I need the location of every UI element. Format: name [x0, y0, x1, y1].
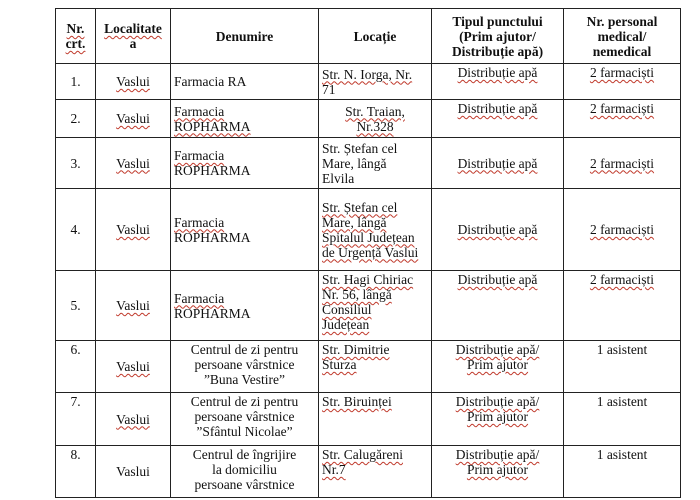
cell-tipul: Distribuție apă: [432, 189, 564, 271]
cell-nr: 6.: [56, 341, 96, 393]
cell-localitate: Vaslui: [96, 341, 171, 393]
document-page: [55, 8, 681, 498]
cell-nr: 7.: [56, 393, 96, 446]
table-row: [56, 189, 681, 271]
header-nr-personal: Nr. personal medical/ nemedical: [564, 9, 681, 64]
cell-nr: 2.: [56, 100, 96, 138]
cell-localitate: Vaslui: [96, 271, 171, 341]
cell-tipul: Distribuție apă/ Prim ajutor: [432, 393, 564, 446]
table-header-row: [56, 9, 681, 64]
cell-personal: 1 asistent: [564, 341, 681, 393]
cell-tipul: Distribuție apă: [432, 138, 564, 189]
cell-localitate: Vaslui: [96, 100, 171, 138]
cell-personal: 1 asistent: [564, 446, 681, 498]
cell-denumire: Farmacia ROPHARMA: [171, 189, 319, 271]
table-row: [56, 100, 681, 138]
cell-localitate: Vaslui: [96, 393, 171, 446]
header-locatie: Locație: [319, 9, 432, 64]
cell-tipul: Distribuție apă/ Prim ajutor: [432, 446, 564, 498]
cell-personal: 2 farmaciști: [564, 138, 681, 189]
cell-tipul: Distribuție apă/ Prim ajutor: [432, 341, 564, 393]
cell-locatie: Str. Traian, Nr.328: [319, 100, 432, 138]
cell-denumire: Centrul de zi pentru persoane vârstnice ”Sfântul Nicolae”: [171, 393, 319, 446]
cell-tipul: Distribuție apă: [432, 100, 564, 138]
pharmacy-points-table: [55, 8, 681, 498]
table-row: [56, 138, 681, 189]
cell-personal: 2 farmaciști: [564, 100, 681, 138]
cell-localitate: Vaslui: [96, 446, 171, 498]
table-row: [56, 341, 681, 393]
table-row: [56, 446, 681, 498]
cell-nr: 4.: [56, 189, 96, 271]
cell-nr: 8.: [56, 446, 96, 498]
cell-denumire: Centrul de îngrijire la domiciliu persoane vârstnice: [171, 446, 319, 498]
table-row: [56, 64, 681, 100]
table-row: [56, 393, 681, 446]
cell-personal: 2 farmaciști: [564, 64, 681, 100]
table-row: [56, 271, 681, 341]
cell-denumire: Farmacia RA: [171, 64, 319, 100]
cell-personal: 2 farmaciști: [564, 189, 681, 271]
cell-nr: 1.: [56, 64, 96, 100]
cell-denumire: Centrul de zi pentru persoane vârstnice ”Buna Vestire”: [171, 341, 319, 393]
cell-denumire: Farmacia ROPHARMA: [171, 271, 319, 341]
cell-nr: 5.: [56, 271, 96, 341]
cell-locatie: Str. N. Iorga, Nr. 71: [319, 64, 432, 100]
cell-denumire: Farmacia ROPHARMA: [171, 138, 319, 189]
cell-locatie: Str. Dimitrie Sturza: [319, 341, 432, 393]
cell-locatie: Str. Hagi Chiriac Nr. 56, lângă Consiliul Județean: [319, 271, 432, 341]
header-tipul-punctului: Tipul punctului (Prim ajutor/ Distribuție apă): [432, 9, 564, 64]
cell-localitate: Vaslui: [96, 64, 171, 100]
header-nr-crt: Nr. crt.: [56, 9, 96, 64]
cell-locatie: Str. Ștefan cel Mare, lângă Elvila: [319, 138, 432, 189]
cell-locatie: Str. Calugăreni Nr.7: [319, 446, 432, 498]
cell-locatie: Str. Ștefan cel Mare, lângă Spitalul Județean de Urgență Vaslui: [319, 189, 432, 271]
header-localitate: Localitate a: [96, 9, 171, 64]
cell-nr: 3.: [56, 138, 96, 189]
cell-tipul: Distribuție apă: [432, 271, 564, 341]
cell-tipul: Distribuție apă: [432, 64, 564, 100]
cell-localitate: Vaslui: [96, 138, 171, 189]
cell-personal: 2 farmaciști: [564, 271, 681, 341]
cell-personal: 1 asistent: [564, 393, 681, 446]
cell-locatie: Str. Biruinței: [319, 393, 432, 446]
cell-localitate: Vaslui: [96, 189, 171, 271]
cell-denumire: Farmacia ROPHARMA: [171, 100, 319, 138]
header-denumire: Denumire: [171, 9, 319, 64]
